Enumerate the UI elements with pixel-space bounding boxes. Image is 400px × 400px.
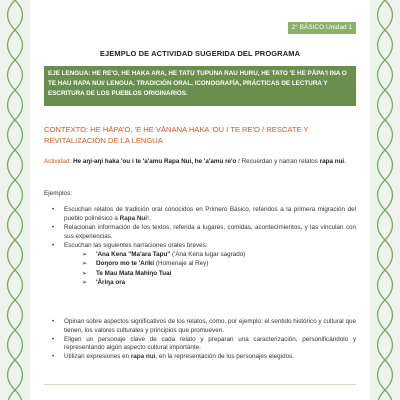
page-title: EJEMPLO DE ACTIVIDAD SUGERIDA DEL PROGRAMA [99,49,301,58]
eje-lengua-box: EJE LENGUA: HE RE'O, HE HAKA ARA, HE TATU TUPUNA RAU HURU, HE TATO 'E HE PĀPA'I INA O TE HAU RAPA NUI/ LENGUA, TRADICIÓN ORAL, ICONOGRAFÍA, PRÁCTICAS DE LECTURA Y ESCRITURA DE LOS PUEBLOS ORIGINARIOS. [44,66,356,106]
item-text: Escuchan las siguientes narraciones orales breves: [64,242,208,250]
narration-title: 'Āriŋa ora [96,278,126,286]
actividad-label: Actividad: [44,158,72,165]
item-footnote: ¹. [146,214,151,222]
item-text: Escuchan relatos de tradición oral conocidos en Primero Básico, referidos a la primera migración del pueblo polinésico a [64,206,356,222]
narration-item [82,251,356,260]
list-item: • Eligen un personaje clave de cada relato y preparan una caracterización, personificándolo y representando algún aspecto cultural importante. [44,336,356,354]
ejemplos-label: Ejemplos: [44,190,73,197]
item-text-end: , en la representación de los personajes elegidos. [155,353,294,361]
list-item: • Opinan sobre aspectos significativos de los relatos, como, por ejemplo: el sentido histórico y cultural que tienen, los valores culturales y principios que promueven. [44,318,356,336]
border-ornament-icon [0,0,30,400]
grade-unit-tag: 2° BÁSICO Unidad 1 [288,22,356,34]
actividad-rapanui-term: rapa nui [319,158,345,165]
item-bold-term: Rapa Nui [119,214,147,222]
narration-item [82,260,356,269]
bottom-divider [44,384,356,385]
narration-item [82,270,356,279]
narration-title: Ŋoŋoro mo te 'Ariki [96,260,155,268]
narration-item [82,279,356,288]
actividad-paragraph [44,157,356,167]
border-ornament-icon [370,0,400,400]
list-item: • Relacionan información de los textos, referida a lugares, comidas, acontecimientos, y las vinculan con sus experiencias. [44,224,356,242]
narrations-sublist [64,251,356,288]
list-item [44,353,356,362]
actividad-title-rapanui: He aŋi-aŋi haka 'ou i te 'a'amu Rapa Nui, he 'a'amu re'o [73,158,237,165]
narration-title: 'Ana Kena "Ma'ara Tapu" [96,250,171,258]
examples-list-2 [44,318,356,362]
item-text: Utilizan expresiones en [64,353,131,361]
narration-translation: ('Ana Kena lugar sagrado) [170,250,246,258]
item-bold-term: rapa nui [130,353,156,361]
list-item [44,242,356,287]
list-item [44,206,356,224]
left-ornamental-border [0,0,30,400]
narration-translation: (Homenaje al Rey) [154,260,209,268]
examples-list-1 [44,206,356,288]
narration-title: Te Mau Mata Mahiŋo Tuai [96,269,172,277]
actividad-period: . [344,158,346,165]
actividad-title-spanish: / Recuerdan y narran relatos [236,158,320,165]
right-ornamental-border [370,0,400,400]
contexto-heading: CONTEXTO: HE HĀPA'O, 'E HE VĀNANA HAKA 'OU I TE RE'O / RESCATE Y REVITALIZACIÓN DE LA LENGUA [44,125,309,145]
